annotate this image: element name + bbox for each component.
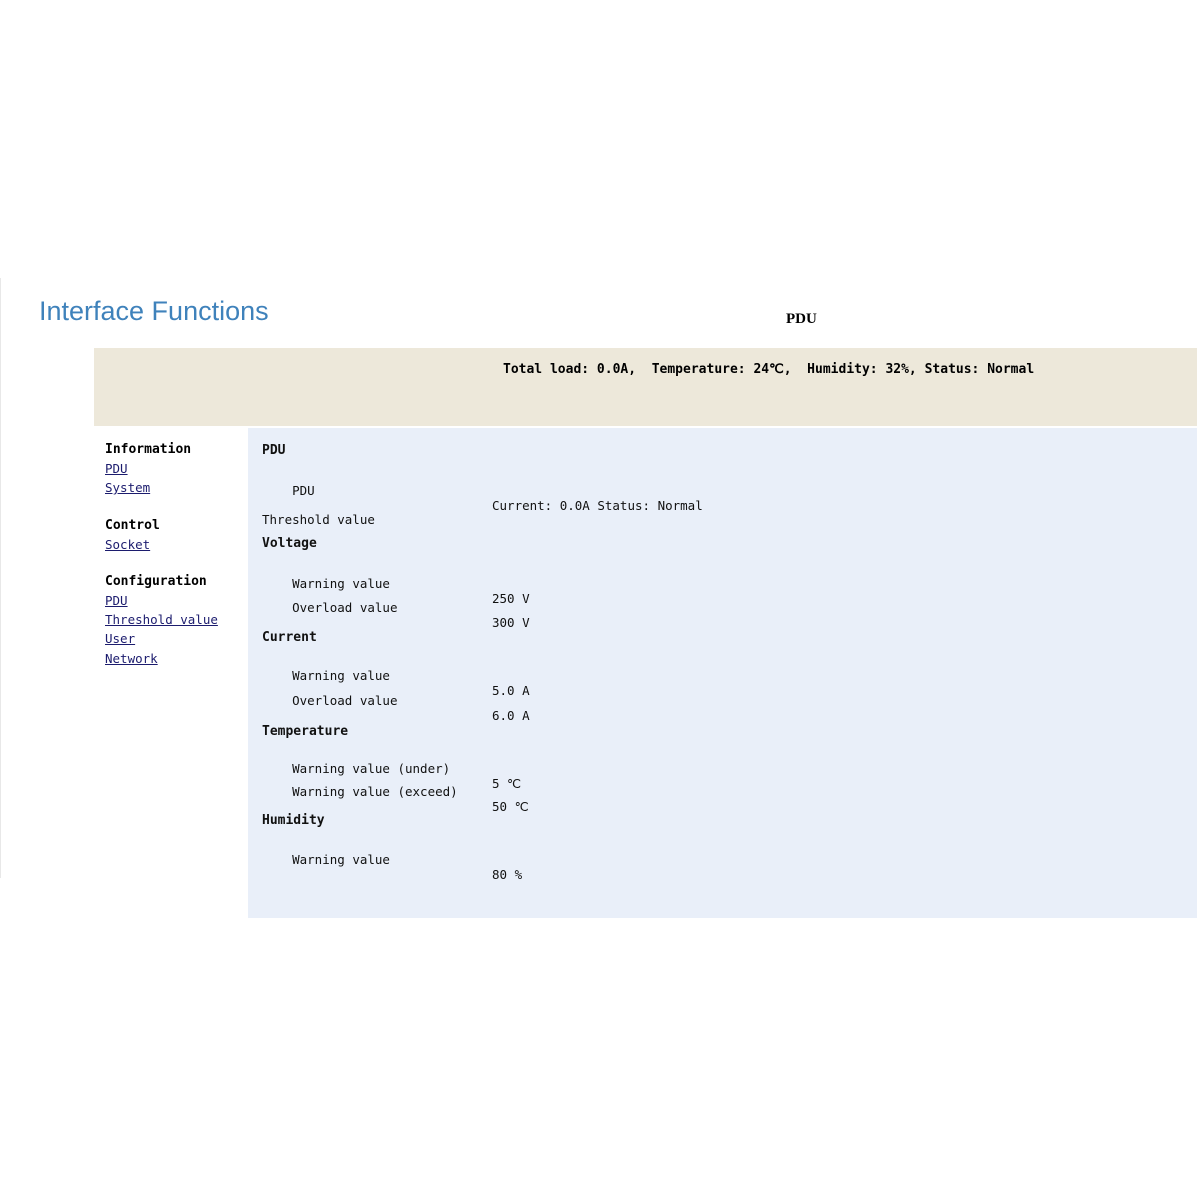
page-left-border: [0, 278, 1, 878]
nav-group-configuration: [105, 572, 245, 668]
nav-link-socket[interactable]: Socket: [105, 536, 151, 552]
nav-link-threshold-value[interactable]: Threshold value: [105, 612, 218, 628]
sidebar-nav: [105, 440, 245, 686]
status-summary: Total load: 0.0A, Temperature: 24℃, Humidity: 32%, Status: Normal: [503, 362, 1035, 377]
nav-heading-information: Information: [105, 442, 192, 457]
nav-link-user[interactable]: User: [105, 631, 136, 647]
temperature-under-value: 5 ℃: [492, 776, 522, 791]
nav-link-config-pdu[interactable]: PDU: [105, 592, 128, 608]
voltage-overload-label: Overload value: [292, 600, 398, 615]
current-overload-value: 6.0 A: [492, 708, 530, 723]
nav-group-information: [105, 440, 245, 498]
current-title: Current: [262, 630, 317, 645]
voltage-warning-label: Warning value: [292, 576, 390, 591]
nav-heading-configuration: Configuration: [105, 573, 207, 589]
page-heading: Interface Functions: [39, 296, 269, 326]
humidity-warning-row: [262, 837, 523, 897]
pdu-row-label: PDU: [292, 483, 315, 498]
section-title-pdu: PDU: [262, 443, 286, 458]
nav-link-system[interactable]: System: [105, 480, 151, 496]
pdu-row-value: Current: 0.0A Status: Normal: [492, 498, 703, 513]
temperature-exceed-value: 50 ℃: [492, 799, 529, 814]
current-overload-label: Overload value: [292, 693, 398, 708]
current-warning-label: Warning value: [292, 668, 390, 683]
temperature-title: Temperature: [262, 724, 349, 739]
nav-group-control: [105, 516, 245, 554]
temperature-under-label: Warning value (under): [292, 761, 451, 776]
nav-link-info-pdu[interactable]: PDU: [105, 461, 128, 476]
voltage-warning-value: 250 V: [492, 591, 530, 606]
humidity-warning-value: 80 %: [492, 867, 523, 882]
voltage-overload-value: 300 V: [492, 615, 530, 630]
nav-link-network[interactable]: Network: [105, 650, 158, 666]
temperature-exceed-label: Warning value (exceed): [292, 784, 458, 799]
current-warning-value: 5.0 A: [492, 683, 530, 698]
device-title: PDU: [786, 311, 817, 327]
threshold-title: Threshold value: [262, 512, 375, 527]
humidity-title: Humidity: [262, 813, 325, 828]
voltage-title: Voltage: [262, 536, 317, 551]
nav-heading-control: Control: [105, 517, 160, 533]
status-bar: [94, 348, 1197, 426]
humidity-warning-label: Warning value: [292, 852, 390, 867]
content-panel: [248, 428, 1197, 918]
